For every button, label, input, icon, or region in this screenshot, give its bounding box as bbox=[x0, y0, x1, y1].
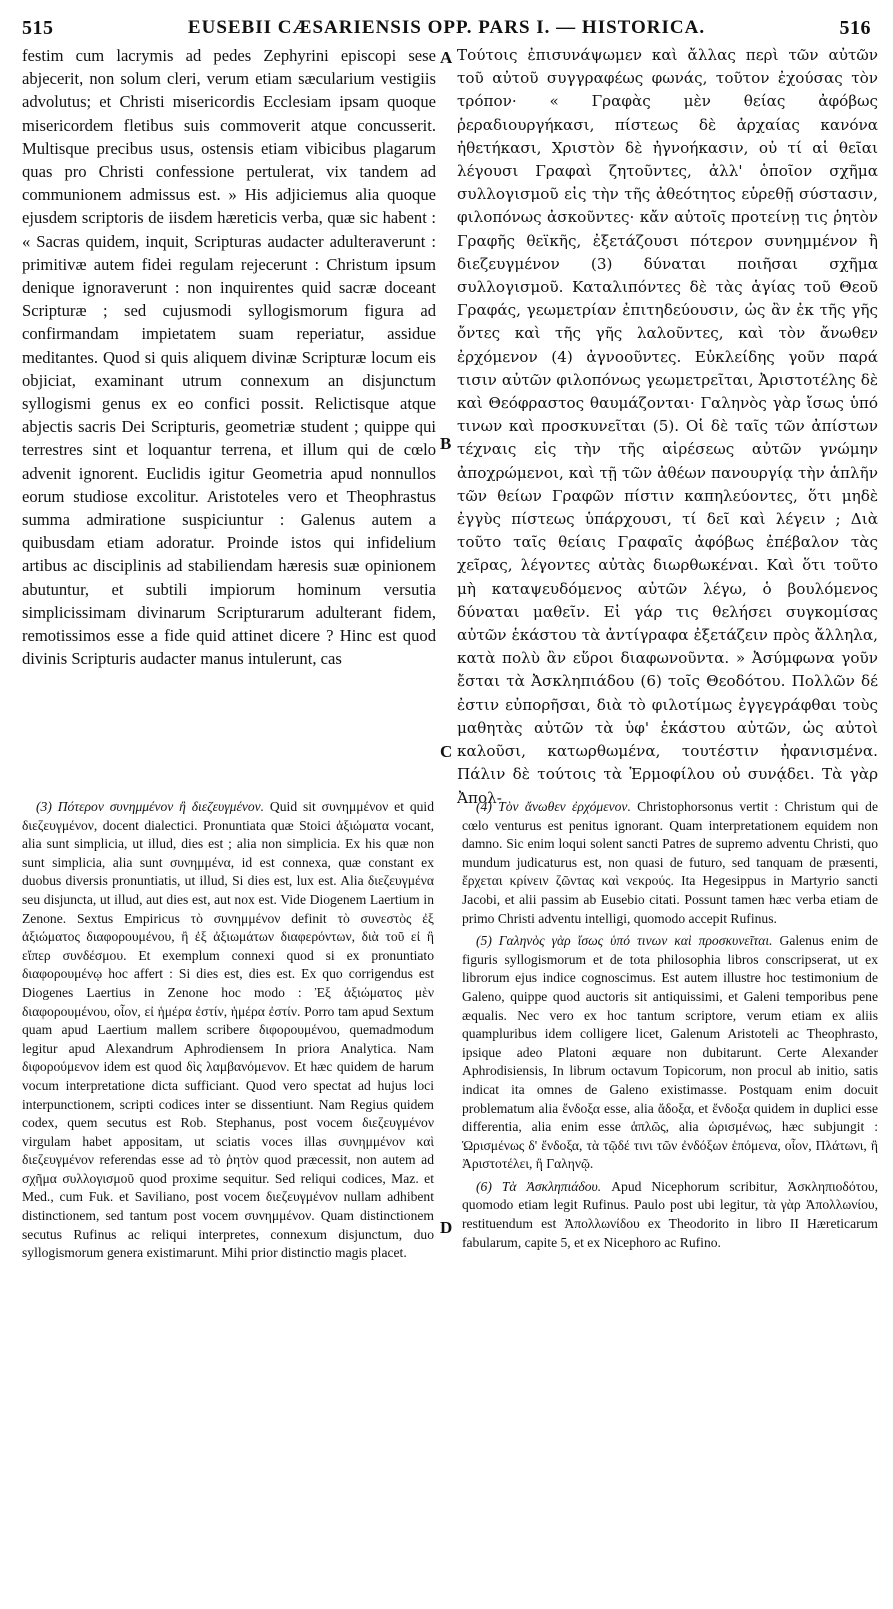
footnote-3 bbox=[22, 798, 434, 1263]
page-number-left: 515 bbox=[22, 16, 54, 39]
footnotes-right bbox=[462, 798, 878, 1598]
greek-column: Τούτοις ἐπισυνάψωμεν καὶ ἄλλας περὶ τῶν αὐτῶν τοῦ αὐτοῦ συγγραφέως φωνάς, τοῦτον ἐχούσας τὸν τρόπον· « Γραφὰς μὲν θείας ἀφόβως ῥεραδιουργήκασι, πίστεως δὲ ἀρχαίας κανόνα ἠθετήκασι, Χριστὸν δὲ ἠγνοήκασιν, οὐ τί αἱ θεῖαι λέγουσι Γραφαὶ ζητοῦντες, ἀλλ' ὁποῖον σχῆμα συλλογισμοῦ εἰς τὴν τῆς ἀθεότητος εὑρεθῇ σύστασιν, φιλοπόνως ἀσκοῦντες· κἄν αὐτοῖς προτείνῃ τις ῥητὸν Γραφῆς θεϊκῆς, ἐξετάζουσι πότερον συνημμένον ἢ διεζευγμένον (3) δύναται ποιῆσαι σχῆμα συλλογισμοῦ. Καταλιπόντες δὲ τὰς ἁγίας τοῦ Θεοῦ Γραφάς, γεωμετρίαν ἐπιτηδεύουσιν, ὡς ἂν ἐκ τῆς γῆς ὄντες καὶ τῆς γῆς λαλοῦντες, καὶ τὸν ἄνωθεν ἐρχόμενον (4) ἀγνοοῦντες. Εὐκλείδης γοῦν παρά τισιν αὐτῶν φιλοπόνως γεωμετρεῖται, Ἀριστοτέλης δὲ καὶ Θεόφραστος θαυμάζονται· Γαληνὸς γὰρ ἴσως ὑπό τινων καὶ προσκυνεῖται (5). Οἱ δὲ ταῖς τῶν ἀπίστων τέχναις εἰς τὴν τῆς αἱρέσεως αὐτῶν γνώμην ἀποχρώμενοι, καὶ τῇ τῶν ἀθέων πανουργίᾳ τὴν ἁπλῆν τῶν θείων Γραφῶν πίστιν καπηλεύοντες, ὅτι μηδὲ ἐγγὺς πίστεως ὑπάρχουσι, τί δεῖ καὶ λέγειν ; Διὰ τοῦτο ταῖς θείαις Γραφαῖς ἀφόβως ἐπέβαλον τὰς χεῖρας, λέγοντες αὐτὰς διωρθωκέναι. Καὶ ὅτι τοῦτο μὴ καταψευδόμενος αὐτῶν λέγω, ὁ βουλόμενος δύναται μαθεῖν. Εἰ γάρ τις θελήσει συγκομίσας αὐτῶν ἑκάστου τὰ ἀντίγραφα ἐξετάζειν πρὸς ἄλληλα, κατὰ πολὺ ἂν εὕροι διαφωνοῦντα. » Ἀσύμφωνα γοῦν ἔσται τὰ Ἀσκληπιάδου (6) τοῖς Θεοδότου. Πολλῶν δέ ἐστιν εὐπορῆσαι, διὰ τὸ φιλοτίμως ἐγγεγράφθαι τοὺς μαθητὰς αὐτῶν τὰ ὑφ' ἑκάστου αὐτῶν, ὡς αὐτοὶ καλοῦσι, κατωρθωμένα, τουτέστιν ἠφανισμένα. Πάλιν δὲ τούτοις τὰ Ἑρμοφίλου οὐ συνᾴδει. Τὰ γὰρ Ἀπολ- bbox=[457, 46, 878, 807]
footnote-lemma: (6) Τὰ Ἀσκληπιάδου. bbox=[476, 1178, 602, 1194]
footnote-lemma: (4) Τὸν ἄνωθεν ἐρχόμενον. bbox=[476, 799, 631, 814]
running-title: EUSEBII CÆSARIENSIS OPP. PARS I. — HISTORICA. bbox=[187, 17, 706, 38]
latin-column: festim cum lacrymis ad pedes Zephyrini episcopi sese abjecerit, non solum cleri, verum etiam sæcularium vestigiis advolutus; et Christi misericordis Ecclesiam ipsam quoque misericordem fletibus suis commoverit atque concusserit. Multisque precibus usus, ostensis etiam vibicibus plagarum quas pro Christi confessione pertulerat, vix tandem ad communionem admissus est. » His adjiciemus alia quoque ejusdem scriptoris de iisdem hæreticis verba, quæ sic habent : « Sacras quidem, inquit, Scripturas audacter adulteraverunt : primitivæ autem fidei regulam rejecerunt : Christum ipsum denique ignoraverunt : non inquirentes quid sacræ doceant Scripturæ ; sed cujusmodi syllogismorum figura ad confirmandam impietatem suam reperiatur, assidue meditantes. Quod si quis aliquem divinæ Scripturæ locum eis objiciat, examinant utrum connexum an disjunctum syllogismi genus ex eo confici possit. Relictisque atque abjectis sacris Dei Scripturis, geometriæ student ; quippe qui terrestres sint et loquantur terrena, et illum qui de cœlo advenit ignorent. Euclidis igitur Geometria apud nonnullos eorum studiose excolitur. Aristoteles vero et Theophrastus summa admiratione suspiciuntur : Galenus autem a quibusdam etiam adoratur. Proinde istos qui infidelium artibus ac disciplinis ad stabiliendam hæresis suæ opinionem abutuntur, et subtili impiorum hominum versutia simplicissimam divinarum Scripturarum adulterant fidem, remotissimos esse a fide quid attinet dicere ? Hinc est quod divinis Scripturis audacter manus intulerunt, cas bbox=[22, 46, 436, 669]
footnote-text: Christophorsonus vertit : Christum qui de cœlo venturus est penitus ignorant. Quam interpretationem equidem non damno. Sic enim loqui solent sancti Patres de supremo adventu Christi, quo mundum judicaturus est, non quasi de futuro, sed tanquam de præsenti, ἔρχεται κρίνειν ζῶντας καὶ νεκρούς. Ita Hegesippus in Martyrio sancti Jacobi, et alii passim ab Eusebio citati. Possunt tamen hæc verba etiam de primo Christi adventu intelligi, quomodo accepit Rufinus. bbox=[462, 799, 878, 926]
footnote-lemma: (5) Γαληνὸς γὰρ ἴσως ὑπό τινων καὶ προσκυνεῖται. bbox=[476, 933, 773, 949]
footnote-text: Quid sit συνημμένον et quid διεζευγμένον, docent dialectici. Pronuntiata quæ Stoici ἀξιώματα vocant, alia sunt simplicia, ut illud, dies est ; alia non simplicia. Ex his quæ non sunt simplicia, alia sunt συνημμένα, id est connexa, quæ constant ex duobus diversis pronuntiatis, ut illud, Si dies est, lux est. Alia διεζευγμένα seu disjuncta, ut illud, aut dies est, aut nox est. Vide Diogenem Laertium in Zenone. Sextus Empiricus τὸ συνημμένον definit τὸ συνεστὸς ἐξ ἀξιώματος διαφορουμένου, ἢ ἐξ ἀξιωμάτων διαφερόντων, διὰ τοῦ εἰ ἢ εἴπερ συνδέσμου. Et exemplum connexi quod si ex pronuntiato διαφορουμένῳ hoc affert : Si dies est, dies est. Ex quo corrigendus est Diogenes Laertius in Zenone hoc modo : Ἐξ ἀξιώματος μὲν διαφορουμένου, οἷον, εἰ ἡμέρα ἐστίν, ἡμέρα ἐστίν. Porro tam apud Sextum quam apud Laertium mallem scribere διφορουμένου, quemadmodum legitur apud Alexandrum Aphrodiensem In priora Analytica. Nam διφορούμενον idem est quod δὶς λαμβανόμενον. Et hæc quidem de harum vocum interpretatione dicta sufficiant. Quod vero spectat ad hujus loci interpunctionem, scripti codices inter se dissentiunt. Nam Regius quidem codex, quem secutus est Rob. Stephanus, post vocem διεζευγμένον virgulam habet appositam, ut sciatis voces illas συνημμένον καὶ διεζευγμένον referendas esse ad τὸ ῥητὸν quod præcessit, non autem ad σχῆμα συλλογισμοῦ quod proxime sequitur. Sed reliqui codices, Maz. et Med., cum Fuk. et Saviliano, post vocem διεζευγμένον nullam adhibent distinctionem, sed tantum post vocem συνημμένον. Quam distinctionem secutus Rufinus ac reliqui interpretes, connexum disjunctum, duo syllogismorum genera existimarunt. Mihi prior distinctio magis placet. bbox=[22, 799, 434, 1261]
footnotes-left bbox=[22, 798, 434, 1598]
footnote-lemma: (3) Πότερον συνημμένον ἢ διεζευγμένον. bbox=[36, 799, 265, 814]
footnote-text: Galenus enim de figuris syllogismorum et de tota philosophia libros conscripserat, ut ex librorum ejus indice cognoscimus. Est autem illustre hoc testimonium de Galeno, quippe quod auctoris sit antiquissimi, et Galeni temporibus pene æqualis. Nec vero ex hoc tantum scriptore, verum etiam ex aliis quampluribus idem colligere licet, Galenum Aristoteli ac Theophrasto, ipsique adeo Platoni æquare non dubitarunt. Certe Alexander Aphrodisiensis, In librum octavum Topicorum, non procul ab initio, satis indicat ita omnes de Galeno existimasse. Postquam enim docuit problematum alia ἔνδοξα esse, alia ἄδοξα, et ἔνδοξα quidem in duplici esse differentia, alia enim esse ἁπλῶς, alia ὡρισμένως, hæc subjungit : Ὡρισμένως δ' ἔνδοξα, τὰ τῷδέ τινι τῶν ἐνδόξων ἑπόμενα, οἷον, Πλάτωνι, ἢ Ἀριστοτέλει, ἢ Γαληνῷ. bbox=[462, 933, 878, 1172]
margin-letter-b: B bbox=[440, 434, 452, 453]
margin-letter-d: D bbox=[440, 1218, 453, 1237]
running-header bbox=[22, 14, 871, 42]
page-number-right: 516 bbox=[839, 16, 871, 39]
footnote-6 bbox=[462, 1178, 878, 1252]
margin-letter-c: C bbox=[440, 742, 453, 761]
footnote-text: Apud Nicephorum scribitur, Ἀσκληπιοδότου, quomodo etiam legit Rufinus. Paulo post ubi legitur, τὰ γὰρ Ἀπολλωνίου, restituendum est Ἀπολλωνίδου ex Theodorito in libro II Hæreticarum fabularum, capite 5, et ex Nicephoro ac Rufino. bbox=[462, 1178, 879, 1250]
footnote-4 bbox=[462, 798, 878, 928]
margin-letter-a: A bbox=[440, 48, 453, 67]
footnote-5 bbox=[462, 932, 878, 1174]
